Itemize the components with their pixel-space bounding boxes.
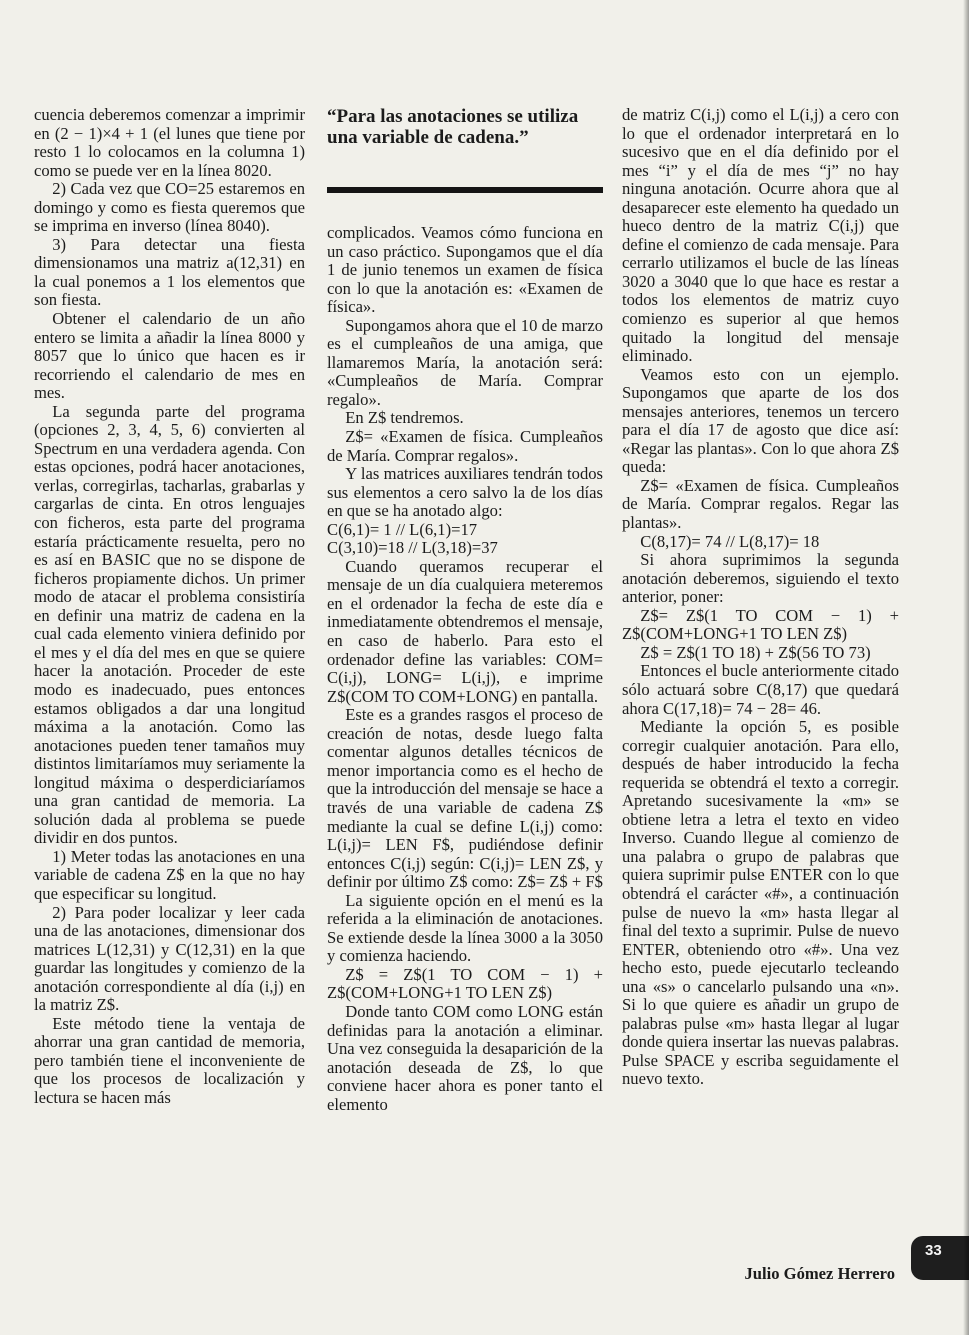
paragraph: Entonces el bucle anteriormente citado sólo actuará sobre C(8,17) que quedará ahora C(17,18)= 74 − 28= 46.: [622, 661, 899, 718]
pull-quote-rule: [327, 187, 603, 193]
column-3: [622, 106, 899, 1089]
paragraph: complicados. Veamos cómo funciona en un caso práctico. Supongamos que el día 1 de junio tenemos un examen de física con lo que la anotación es: «Examen de física».: [327, 223, 603, 317]
paragraph: de matriz C(i,j) como el L(i,j) a cero con lo que el ordenador interpretará en lo sucesivo que en el día definido por el mes “i” y el día de mes “j” no hay ninguna anotación. Ocurre ahora que al desaparecer este elemento ha quedado un hueco dentro de la matriz C(i,j) que define el comienzo de cada mensaje. Para cerrarlo utilizamos el bucle de las líneas 3020 a 3040 que lo que hace es restar a todos los elementos de matriz cuyo comienzo es superior al que hemos quitado la longitud del mensaje eliminado.: [622, 105, 899, 366]
paragraph: Supongamos ahora que el 10 de marzo es el cumpleaños de una amiga, que llamaremos María, la anotación será: «Cumpleaños de María. Comprar regalo».: [327, 315, 603, 409]
paragraph: 2) Para poder localizar y leer cada una de las anotaciones, dimensionar dos matrices L(12,31) y C(12,31) en la que guardar las longitudes y comienzo de la anotación correspondiente al día (i,j) en la matriz Z$.: [34, 902, 305, 1015]
paragraph: La siguiente opción en el menú es la referida a la eliminación de anotaciones. Se extiende desde la línea 3000 a la 3050 y comienza haciendo.: [327, 890, 603, 966]
column-1: [34, 106, 305, 1108]
paragraph: Z$ = Z$(1 TO COM − 1) + Z$(COM+LONG+1 TO LEN Z$): [327, 964, 603, 1003]
paragraph: C(3,10)=18 // L(3,18)=37: [327, 538, 498, 558]
paragraph: Veamos esto con un ejemplo. Supongamos que aparte de los dos mensajes anteriores, tenemos un tercero para el día 17 de agosto que dice así: «Regar las plantas». Con lo que ahora Z$ queda:: [622, 364, 899, 477]
paragraph: cuencia deberemos comenzar a imprimir en (2 − 1)×4 + 1 (el lunes que tiene por resto 1 lo colocamos en la columna 1) como se puede ver en la línea 8020.: [34, 105, 305, 180]
page-number-tab: [911, 1236, 969, 1280]
paragraph: 2) Cada vez que CO=25 estaremos en domingo y como es fiesta queremos que se imprima en inverso (línea 8040).: [34, 179, 305, 236]
paragraph: Donde tanto COM como LONG están definidas para la anotación a eliminar. Una vez conseguida la desaparición de la anotación deseada de Z$, lo que conviene hacer ahora es poner tanto el elemento: [327, 1001, 603, 1114]
author-signature: Julio Gómez Herrero: [744, 1264, 895, 1283]
paragraph: Z$= «Examen de física. Cumpleaños de María. Comprar regalos».: [327, 427, 603, 465]
paragraph: En Z$ tendremos.: [345, 408, 464, 428]
column-2-body: [327, 224, 603, 1114]
paragraph: C(8,17)= 74 // L(8,17)= 18: [640, 531, 820, 551]
pull-quote: “Para las anotaciones se utiliza una variable de cadena.”: [327, 106, 579, 148]
paragraph: Z$= «Examen de física. Cumpleaños de María. Comprar regalos. Regar las plantas».: [622, 475, 899, 533]
page-number: 33: [925, 1242, 942, 1259]
paragraph: Y las matrices auxiliares tendrán todos sus elementos a cero salvo la de los días en que se ha anotado algo:: [327, 464, 603, 521]
column-2: [327, 106, 603, 1114]
paragraph: Este es a grandes rasgos el proceso de creación de notas, desde luego falta comentar algunos detalles técnicos de menor importancia como es el hecho de que la introducción del mensaje se hace a través de una variable de cadena Z$ mediante la cual se define L(i,j) como: L(i,j)= LEN F$, pudiéndose definir entonces C(i,j) según: C(i,j)= LEN Z$, y definir por último Z$ como: Z$= Z$ + F$: [327, 705, 603, 892]
paragraph: 1) Meter todas las anotaciones en una variable de cadena Z$ en la que no hay que especificar su longitud.: [34, 846, 305, 903]
page-edge-shadow: [963, 0, 969, 1335]
paragraph: Si ahora suprimimos la segunda anotación deberemos, siguiendo el texto anterior, poner:: [622, 550, 899, 607]
paragraph: Este método tiene la ventaja de ahorrar una gran cantidad de memoria, pero también tiene el inconveniente de que los procesos de localización y lectura se hacen más: [34, 1013, 305, 1107]
paragraph: Z$= Z$(1 TO COM − 1) + Z$(COM+LONG+1 TO LEN Z$): [622, 605, 899, 644]
paragraph: Cuando queramos recuperar el mensaje de un día cualquiera meteremos en el ordenador la fecha de este día e inmediatamente obtendremos el mensaje, en caso de haberlo. Para esto el ordenador define las variables: COM= C(i,j), LONG= L(i,j), e imprime Z$(COM TO COM+LONG) en pantalla.: [327, 556, 603, 706]
paragraph: 3) Para detectar una fiesta dimensionamos una matriz a(12,31) en la cual ponemos a 1 los elementos que son fiesta.: [34, 234, 305, 310]
paragraph: Z$ = Z$(1 TO 18) + Z$(56 TO 73): [640, 642, 871, 662]
paragraph: C(6,1)= 1 // L(6,1)=17: [327, 519, 478, 539]
paragraph: Obtener el calendario de un año entero se limita a añadir la línea 8000 y 8057 que lo único que hacen es ir recorriendo el calendario de mes en mes.: [34, 309, 305, 403]
paragraph: Mediante la opción 5, es posible corregir cualquier anotación. Para ello, después de haber introducido la fecha requerida se obtendrá el texto a corregir. Apretando sucesivamente la «m» se obtiene letra a letra el texto en video Inverso. Cuando llegue al comienzo de una palabra o grupo de palabras que quiera suprimir pulse ENTER con lo que obtendrá el carácter «#», a continuación pulse de nuevo la «m» hasta llegar al final del texto a suprimir. Pulse de nuevo ENTER, obteniendo otro «#». Una vez hecho esto, puede ejecutarlo tecleando una «s» o cancelarlo pulsando una «n». Si lo que quiere es añadir un grupo de palabras pulse «m» hasta llegar al lugar donde quiera insertar las nuevas palabras. Pulse SPACE y escriba seguidamente el nuevo texto.: [622, 717, 899, 1089]
paragraph: La segunda parte del programa (opciones 2, 3, 4, 5, 6) convierten al Spectrum en una verdadera agenda. Con estas opciones, podrá hacer anotaciones, verlas, corregirlas, tacharlas, grabarlas y cargarlas de cinta. En otros lenguajes con ficheros, esta parte del programa estaría prácticamente resuelta, pero no es así en BASIC que no se dispone de ficheros propiamente dichos. Un primer modo de atacar el problema consistiría en definir una matriz de cadena en la cual cada elemento viniera definido por el mes y el día del mes en que se quiere hacer la anotación. Proceder de este modo es inadecuado, pues entonces estamos obligados a dar una longitud máxima a la anotación. Como las anotaciones pueden tener tamaños muy distintos limitaríamos muy seriamente la longitud máxima o desperdiciaríamos una gran cantidad de memoria. La solución dada al problema se puede dividir en dos puntos.: [34, 401, 305, 848]
